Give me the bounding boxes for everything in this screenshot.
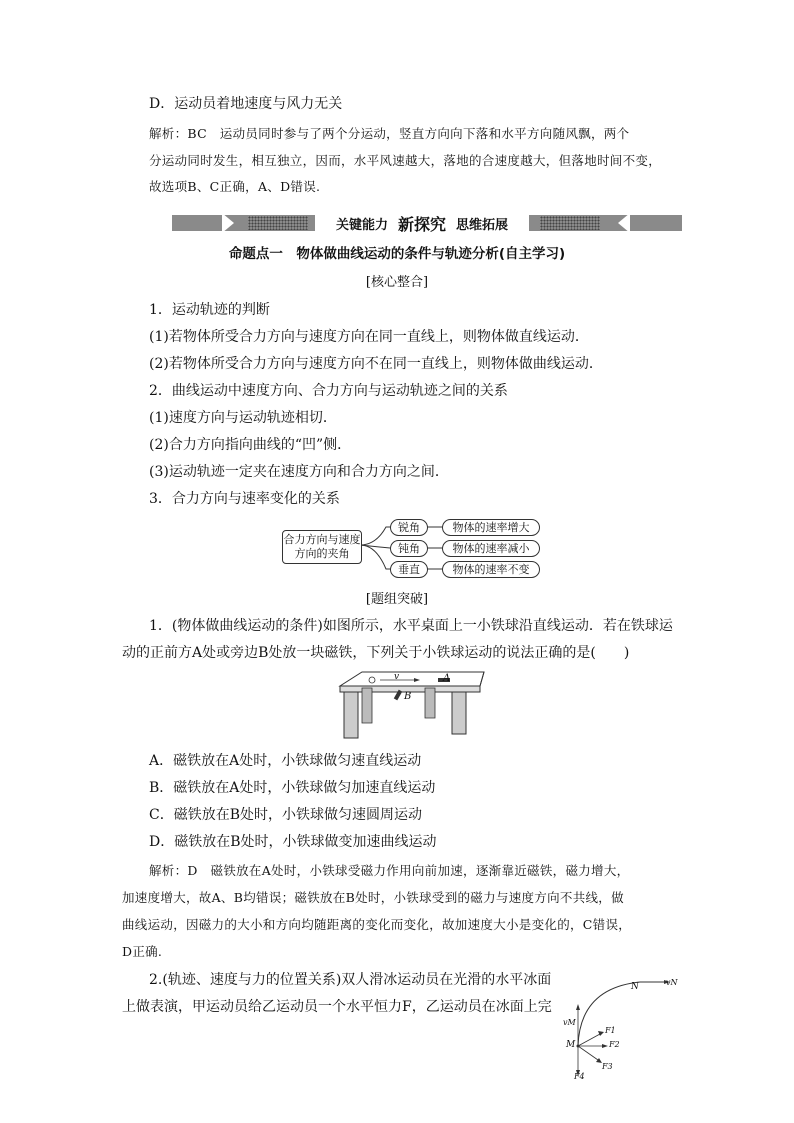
question1-solution: D正确.	[122, 944, 163, 959]
banner-left-text: 关键能力	[335, 217, 388, 233]
N-label: N	[631, 982, 639, 992]
concept-root-line2: 方向的夹角	[294, 547, 350, 560]
concept-root	[282, 530, 362, 564]
question1-solution: 加速度增大，故A、B均错误；磁铁放在B处时，小铁球受到的磁力与速度方向不共线，做	[122, 890, 624, 905]
banner-middle-text: 新探究	[397, 214, 446, 234]
core-line: 3．合力方向与速率变化的关系	[149, 491, 340, 507]
solution-line: 分运动同时发生，相互独立，因而，水平风速越大，落地的合速度越大，但落地时间不变，	[149, 153, 662, 168]
F4-label: F4	[574, 1072, 585, 1081]
question1-solution: 曲线运动，因磁力的大小和方向均随距离的变化而变化，故加速度大小是变化的，C错误，	[122, 917, 632, 932]
banner-right-text: 思维拓展	[456, 217, 509, 233]
solution-line: 故选项B、C正确，A、D错误.	[149, 179, 321, 194]
banner-dots-right	[540, 216, 600, 230]
result-box-increase: 物体的速率增大	[442, 519, 540, 536]
option-d-text: D．运动员着地速度与风力无关	[149, 96, 343, 112]
banner-right-chevron	[618, 213, 630, 233]
question1-option: A．磁铁放在A处时，小铁球做匀速直线运动	[149, 753, 422, 769]
core-line: (2)若物体所受合力方向与速度方向不在同一直线上，则物体做曲线运动．	[149, 356, 603, 372]
banner-dots-left	[248, 216, 308, 230]
question1-solution: 解析：D 磁铁放在A处时，小铁球受磁力作用向前加速，逐渐靠近磁铁，磁力增大，	[149, 863, 630, 878]
banner-label	[315, 212, 529, 234]
concept-root-line1: 合力方向与速度	[283, 533, 361, 546]
question1-option: B．磁铁放在A处时，小铁球做匀加速直线运动	[149, 780, 436, 796]
question1-line: 动的正前方A处或旁边B处放一块磁铁，下列关于小铁球运动的说法正确的是( )	[122, 645, 630, 661]
solution-line: 解析：BC 运动员同时参与了两个分运动，竖直方向向下落和水平方向随风飘，两个	[149, 126, 630, 141]
question2-line: 2.(轨迹、速度与力的位置关系)双人滑冰运动员在光滑的水平冰面	[149, 972, 552, 988]
core-line: (1)若物体所受合力方向与速度方向在同一直线上，则物体做直线运动．	[149, 329, 589, 345]
table-drawing	[330, 668, 490, 744]
core-line: (3)运动轨迹一定夹在速度方向和合力方向之间．	[149, 464, 449, 480]
point-b-label: B	[404, 691, 412, 702]
question1-line: 1．(物体做曲线运动的条件)如图所示，水平桌面上一小铁球沿直线运动．若在铁球运	[149, 618, 673, 634]
vN-label: vN	[666, 978, 678, 987]
angle-box-obtuse: 钝角	[390, 540, 428, 557]
M-label: M	[566, 1040, 576, 1050]
velocity-label: v	[394, 672, 400, 682]
vM-label: vM	[563, 1018, 576, 1027]
question1-option: D．磁铁放在B处时，小铁球做变加速曲线运动	[149, 834, 437, 850]
result-box-constant: 物体的速率不变	[442, 561, 540, 578]
F3-label: F3	[602, 1062, 613, 1071]
F1-label: F1	[605, 1026, 616, 1035]
angle-box-acute: 锐角	[390, 519, 428, 536]
angle-box-perpendicular: 垂直	[390, 561, 428, 578]
core-label: [核心整合]	[365, 275, 429, 290]
section-title: 命题点一 物体做曲线运动的条件与轨迹分析(自主学习)	[228, 246, 566, 262]
F2-label: F2	[609, 1040, 620, 1049]
result-box-decrease: 物体的速率减小	[442, 540, 540, 557]
banner-left-chevron	[222, 213, 234, 233]
core-line: (2)合力方向指向曲线的“凹”侧．	[149, 437, 352, 453]
practice-label: [题组突破]	[365, 592, 429, 607]
question2-line: 上做表演，甲运动员给乙运动员一个水平恒力F，乙运动员在冰面上完	[122, 999, 552, 1015]
question1-option: C．磁铁放在B处时，小铁球做匀速圆周运动	[149, 807, 422, 823]
point-a-label: A	[443, 673, 451, 684]
core-line: 2．曲线运动中速度方向、合力方向与运动轨迹之间的关系	[149, 383, 508, 399]
core-line: 1．运动轨迹的判断	[149, 302, 270, 318]
core-line: (1)速度方向与运动轨迹相切．	[149, 410, 337, 426]
